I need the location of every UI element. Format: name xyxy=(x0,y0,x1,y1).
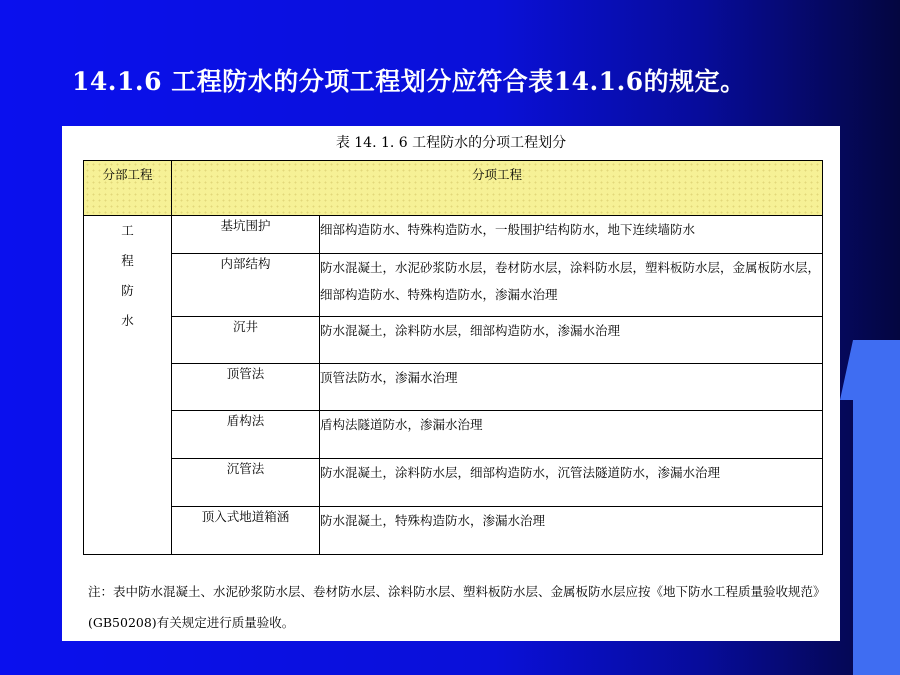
subitem-content: 防水混凝土，特殊构造防水，渗漏水治理 xyxy=(320,507,823,555)
subitem-name: 沉井 xyxy=(172,317,320,364)
subitem-name: 基坑围护 xyxy=(172,216,320,254)
table-note: 注：表中防水混凝土、水泥砂浆防水层、卷材防水层、涂料防水层、塑料板防水层、金属板防水层应按《地下防水工程质量验收规范》(GB50208)有关规定进行质量验收。 xyxy=(88,584,826,630)
subitem-name: 盾构法 xyxy=(172,411,320,459)
subitem-content: 防水混凝土，水泥砂浆防水层，卷材防水层，涂料防水层，塑料板防水层，金属板防水层，细部构造防水、特殊构造防水，渗漏水治理 xyxy=(320,254,823,317)
subitem-content: 细部构造防水、特殊构造防水，一般围护结构防水，地下连续墙防水 xyxy=(320,216,823,254)
division-table xyxy=(83,160,823,555)
subitem-content: 盾构法隧道防水，渗漏水治理 xyxy=(320,411,823,459)
header-subitem: 分项工程 xyxy=(172,161,823,216)
header-part: 分部工程 xyxy=(84,161,172,216)
part-name-char: 防 xyxy=(121,283,134,298)
subitem-content: 顶管法防水，渗漏水治理 xyxy=(320,364,823,411)
subitem-name: 顶入式地道箱涵 xyxy=(172,507,320,555)
table-sheet xyxy=(62,126,840,641)
decorative-accent-bar xyxy=(853,340,900,675)
subitem-name: 内部结构 xyxy=(172,254,320,317)
part-name-char: 工 xyxy=(121,223,134,238)
part-name-char: 程 xyxy=(121,253,134,268)
subitem-content: 防水混凝土，涂料防水层，细部构造防水，沉管法隧道防水，渗漏水治理 xyxy=(320,459,823,507)
subitem-name: 沉管法 xyxy=(172,459,320,507)
part-name-cell xyxy=(84,216,172,555)
slide-title: 14.1.6 工程防水的分项工程划分应符合表14.1.6的规定。 xyxy=(72,67,746,96)
subitem-content: 防水混凝土，涂料防水层，细部构造防水，渗漏水治理 xyxy=(320,317,823,364)
subitem-name: 顶管法 xyxy=(172,364,320,411)
table-caption: 表 14. 1. 6 工程防水的分项工程划分 xyxy=(335,135,567,151)
part-name-char: 水 xyxy=(121,313,134,328)
